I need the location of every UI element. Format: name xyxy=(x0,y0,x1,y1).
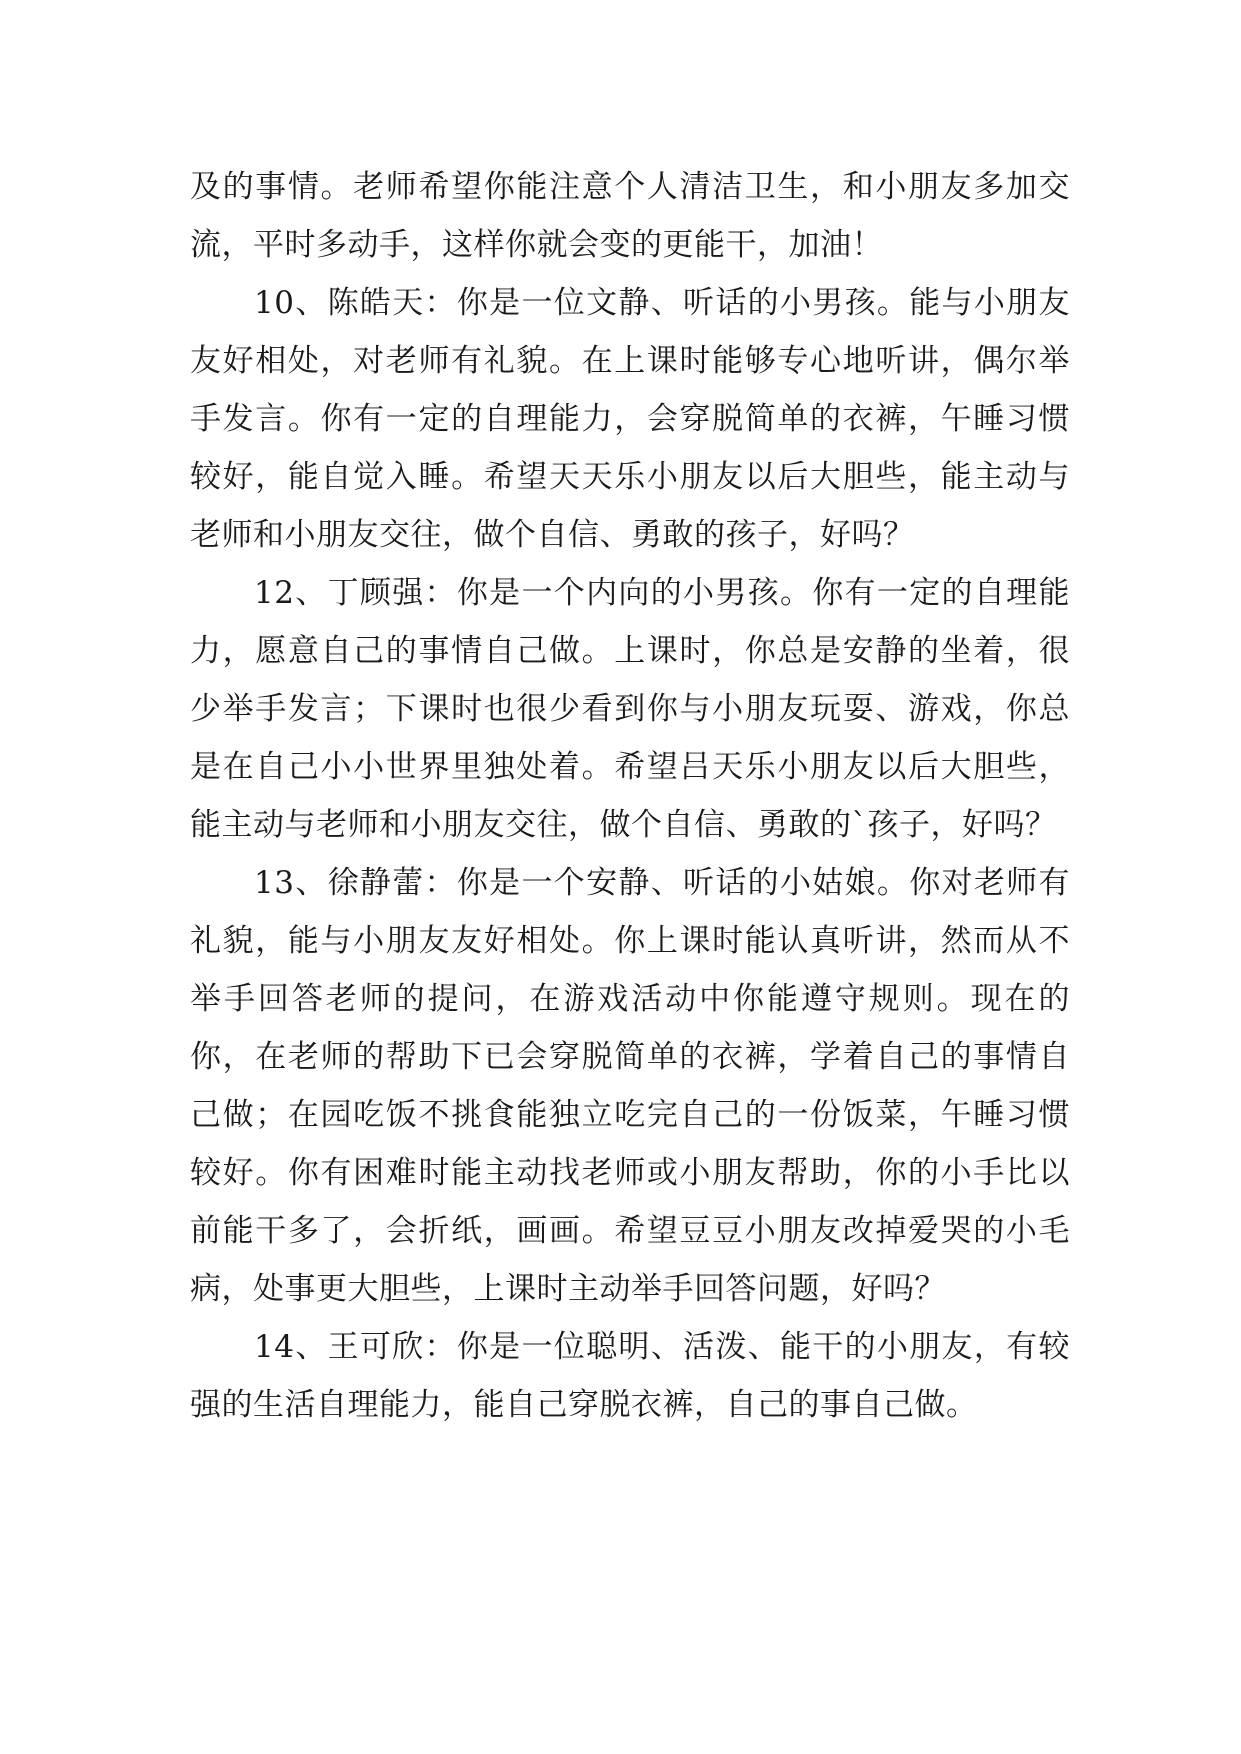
paragraph-13: 13、徐静蕾：你是一个安静、听话的小姑娘。你对老师有礼貌，能与小朋友友好相处。你上课时能认真听讲，然而从不举手回答老师的提问，在游戏活动中你能遵守规则。现在的你，在老师的帮助下已会穿脱简单的衣裤，学着自己的事情自己做；在园吃饭不挑食能独立吃完自己的一份饭菜，午睡习惯较好。你有困难时能主动找老师或小朋友帮助，你的小手比以前能干多了，会折纸，画画。希望豆豆小朋友改掉爱哭的小毛病，处事更大胆些，上课时主动举手回答问题，好吗？ xyxy=(190,865,1070,1307)
paragraph-continued: 及的事情。老师希望你能注意个人清洁卫生，和小朋友多加交流，平时多动手，这样你就会变的更能干，加油！ xyxy=(190,169,1070,263)
paragraph-14: 14、王可欣：你是一位聪明、活泼、能干的小朋友，有较强的生活自理能力，能自己穿脱衣裤，自己的事自己做。 xyxy=(190,1329,1070,1423)
paragraph-10: 10、陈皓天：你是一位文静、听话的小男孩。能与小朋友友好相处，对老师有礼貌。在上课时能够专心地听讲，偶尔举手发言。你有一定的自理能力，会穿脱简单的衣裤，午睡习惯较好，能自觉入睡。希望天天乐小朋友以后大胆些，能主动与老师和小朋友交往，做个自信、勇敢的孩子，好吗？ xyxy=(190,285,1070,553)
paragraph-12: 12、丁顾强：你是一个内向的小男孩。你有一定的自理能力，愿意自己的事情自己做。上课时，你总是安静的坐着，很少举手发言；下课时也很少看到你与小朋友玩耍、游戏，你总是在自己小小世界里独处着。希望吕天乐小朋友以后大胆些，能主动与老师和小朋友交往，做个自信、勇敢的`孩子，好吗？ xyxy=(190,575,1070,843)
document-body xyxy=(190,158,1070,1434)
